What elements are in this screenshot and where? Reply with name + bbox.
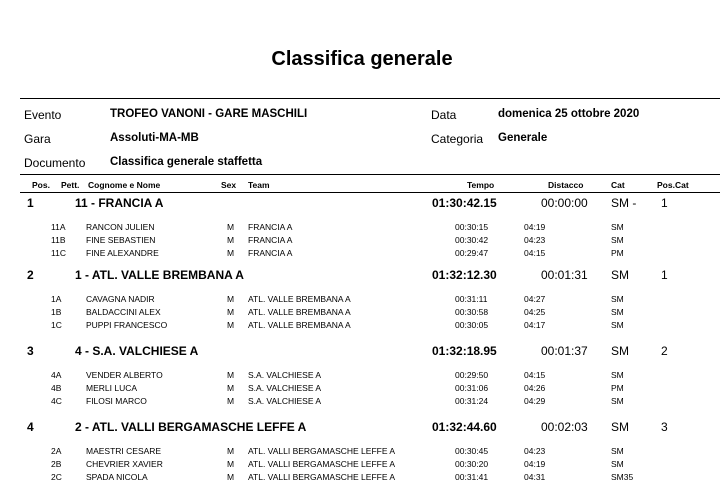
column-header-pett: Pett.: [61, 180, 80, 190]
member-time: 00:30:42: [455, 235, 489, 245]
member-row: [0, 472, 724, 484]
member-name: BALDACCINI ALEX: [86, 307, 161, 317]
member-gap: 04:19: [524, 459, 546, 469]
gara-value: Assoluti-MA-MB: [110, 132, 199, 144]
member-category: SM: [611, 459, 624, 469]
member-name: VENDER ALBERTO: [86, 370, 163, 380]
member-time: 00:31:06: [455, 383, 489, 393]
member-category: SM35: [611, 472, 634, 482]
member-gap: 04:29: [524, 396, 546, 406]
member-category: SM: [611, 446, 624, 456]
member-row: [0, 396, 724, 408]
member-sex: M: [227, 235, 235, 245]
team-category-position: 1: [661, 196, 668, 210]
member-time: 00:30:58: [455, 307, 489, 317]
member-sex: M: [227, 459, 235, 469]
member-row: [0, 446, 724, 458]
member-sex: M: [227, 222, 235, 232]
member-gap: 04:19: [524, 222, 546, 232]
evento-value: TROFEO VANONI - GARE MASCHILI: [110, 108, 308, 120]
member-category: SM: [611, 320, 624, 330]
member-team: S.A. VALCHIESE A: [248, 383, 322, 393]
member-team: FRANCIA A: [248, 235, 293, 245]
member-gap: 04:25: [524, 307, 546, 317]
member-name: FINE ALEXANDRE: [86, 248, 159, 258]
member-row: [0, 320, 724, 332]
team-gap: 00:00:00: [541, 196, 588, 210]
member-team: FRANCIA A: [248, 248, 293, 258]
member-bib: 4C: [51, 396, 62, 406]
team-category-position: 3: [661, 420, 668, 434]
member-name: CHEVRIER XAVIER: [86, 459, 163, 469]
member-team: ATL. VALLI BERGAMASCHE LEFFE A: [248, 472, 396, 482]
member-gap: 04:15: [524, 248, 546, 258]
member-time: 00:30:45: [455, 446, 489, 456]
member-category: SM: [611, 294, 624, 304]
member-bib: 2B: [51, 459, 62, 469]
member-time: 00:31:11: [455, 294, 488, 304]
column-header-distacco: Distacco: [548, 180, 584, 190]
team-row: [0, 196, 724, 214]
team-gap: 00:01:37: [541, 344, 588, 358]
member-sex: M: [227, 446, 235, 456]
member-bib: 2A: [51, 446, 62, 456]
column-header-pos: Pos.: [32, 180, 50, 190]
member-sex: M: [227, 307, 235, 317]
member-bib: 4B: [51, 383, 62, 393]
member-team: ATL. VALLI BERGAMASCHE LEFFE A: [248, 459, 396, 469]
member-team: ATL. VALLE BREMBANA A: [248, 307, 351, 317]
top-rule: [20, 98, 720, 99]
team-category-position: 1: [661, 268, 668, 282]
member-bib: 2C: [51, 472, 62, 482]
member-row: [0, 248, 724, 260]
team-position: 1: [27, 196, 34, 210]
column-header-team: Team: [248, 180, 270, 190]
member-category: SM: [611, 235, 624, 245]
header-top-rule: [20, 174, 720, 175]
member-time: 00:31:24: [455, 396, 489, 406]
member-gap: 04:17: [524, 320, 546, 330]
team-position: 2: [27, 268, 34, 282]
member-team: ATL. VALLI BERGAMASCHE LEFFE A: [248, 446, 396, 456]
member-category: PM: [611, 248, 624, 258]
member-sex: M: [227, 383, 235, 393]
member-team: S.A. VALCHIESE A: [248, 396, 322, 406]
member-name: FINE SEBASTIEN: [86, 235, 156, 245]
member-time: 00:29:50: [455, 370, 489, 380]
member-sex: M: [227, 320, 235, 330]
team-name: 11 - FRANCIA A: [75, 196, 164, 210]
member-gap: 04:15: [524, 370, 546, 380]
data-value: domenica 25 ottobre 2020: [498, 108, 640, 120]
member-time: 00:29:47: [455, 248, 489, 258]
member-bib: 1B: [51, 307, 62, 317]
member-row: [0, 294, 724, 306]
member-bib: 11B: [51, 235, 66, 245]
member-team: ATL. VALLE BREMBANA A: [248, 320, 351, 330]
member-sex: M: [227, 248, 235, 258]
evento-label: Evento: [24, 108, 62, 122]
member-gap: 04:27: [524, 294, 546, 304]
member-name: PUPPI FRANCESCO: [86, 320, 168, 330]
team-category: SM -: [611, 196, 637, 210]
member-row: [0, 307, 724, 319]
member-name: SPADA NICOLA: [86, 472, 148, 482]
team-category-position: 2: [661, 344, 668, 358]
member-name: RANCON JULIEN: [86, 222, 155, 232]
member-gap: 04:31: [524, 472, 546, 482]
documento-label: Documento: [24, 156, 86, 170]
member-category: SM: [611, 307, 624, 317]
team-row: [0, 268, 724, 286]
member-row: [0, 370, 724, 382]
team-category: SM: [611, 420, 629, 434]
column-header-name: Cognome e Nome: [88, 180, 161, 190]
member-sex: M: [227, 396, 235, 406]
team-row: [0, 344, 724, 362]
team-position: 3: [27, 344, 34, 358]
member-row: [0, 459, 724, 471]
member-bib: 1A: [51, 294, 62, 304]
member-name: CAVAGNA NADIR: [86, 294, 155, 304]
member-time: 00:30:20: [455, 459, 489, 469]
team-position: 4: [27, 420, 34, 434]
team-category: SM: [611, 344, 629, 358]
categoria-label: Categoria: [431, 132, 484, 146]
column-header-tempo: Tempo: [467, 180, 495, 190]
member-gap: 04:23: [524, 235, 546, 245]
header-bottom-rule: [20, 192, 720, 193]
team-time: 01:32:18.95: [432, 344, 497, 358]
team-time: 01:32:12.30: [432, 268, 497, 282]
member-team: S.A. VALCHIESE A: [248, 370, 322, 380]
column-header-sex: Sex: [221, 180, 237, 190]
categoria-value: Generale: [498, 132, 548, 144]
team-gap: 00:02:03: [541, 420, 588, 434]
member-row: [0, 222, 724, 234]
member-gap: 04:26: [524, 383, 546, 393]
team-time: 01:30:42.15: [432, 196, 497, 210]
member-category: PM: [611, 383, 624, 393]
member-name: MAESTRI CESARE: [86, 446, 162, 456]
member-bib: 1C: [51, 320, 62, 330]
member-category: SM: [611, 396, 624, 406]
team-name: 2 - ATL. VALLI BERGAMASCHE LEFFE A: [75, 420, 307, 434]
team-time: 01:32:44.60: [432, 420, 497, 434]
page-title: Classifica generale: [271, 48, 453, 70]
member-name: FILOSI MARCO: [86, 396, 147, 406]
member-name: MERLI LUCA: [86, 383, 138, 393]
column-header-cat: Cat: [611, 180, 625, 190]
gara-label: Gara: [24, 132, 51, 146]
member-gap: 04:23: [524, 446, 546, 456]
team-row: [0, 420, 724, 438]
member-sex: M: [227, 294, 235, 304]
member-row: [0, 235, 724, 247]
member-time: 00:31:41: [455, 472, 489, 482]
member-row: [0, 383, 724, 395]
member-category: SM: [611, 222, 624, 232]
team-name: 4 - S.A. VALCHIESE A: [75, 344, 199, 358]
member-bib: 4A: [51, 370, 62, 380]
member-bib: 11A: [51, 222, 66, 232]
member-sex: M: [227, 472, 235, 482]
team-gap: 00:01:31: [541, 268, 588, 282]
team-name: 1 - ATL. VALLE BREMBANA A: [75, 268, 244, 282]
member-bib: 11C: [51, 248, 66, 258]
column-header-poscat: Pos.Cat: [657, 180, 689, 190]
documento-value: Classifica generale staffetta: [110, 156, 263, 168]
member-team: ATL. VALLE BREMBANA A: [248, 294, 351, 304]
member-category: SM: [611, 370, 624, 380]
team-category: SM: [611, 268, 629, 282]
member-sex: M: [227, 370, 235, 380]
member-team: FRANCIA A: [248, 222, 293, 232]
data-label: Data: [431, 108, 457, 122]
member-time: 00:30:15: [455, 222, 489, 232]
member-time: 00:30:05: [455, 320, 489, 330]
